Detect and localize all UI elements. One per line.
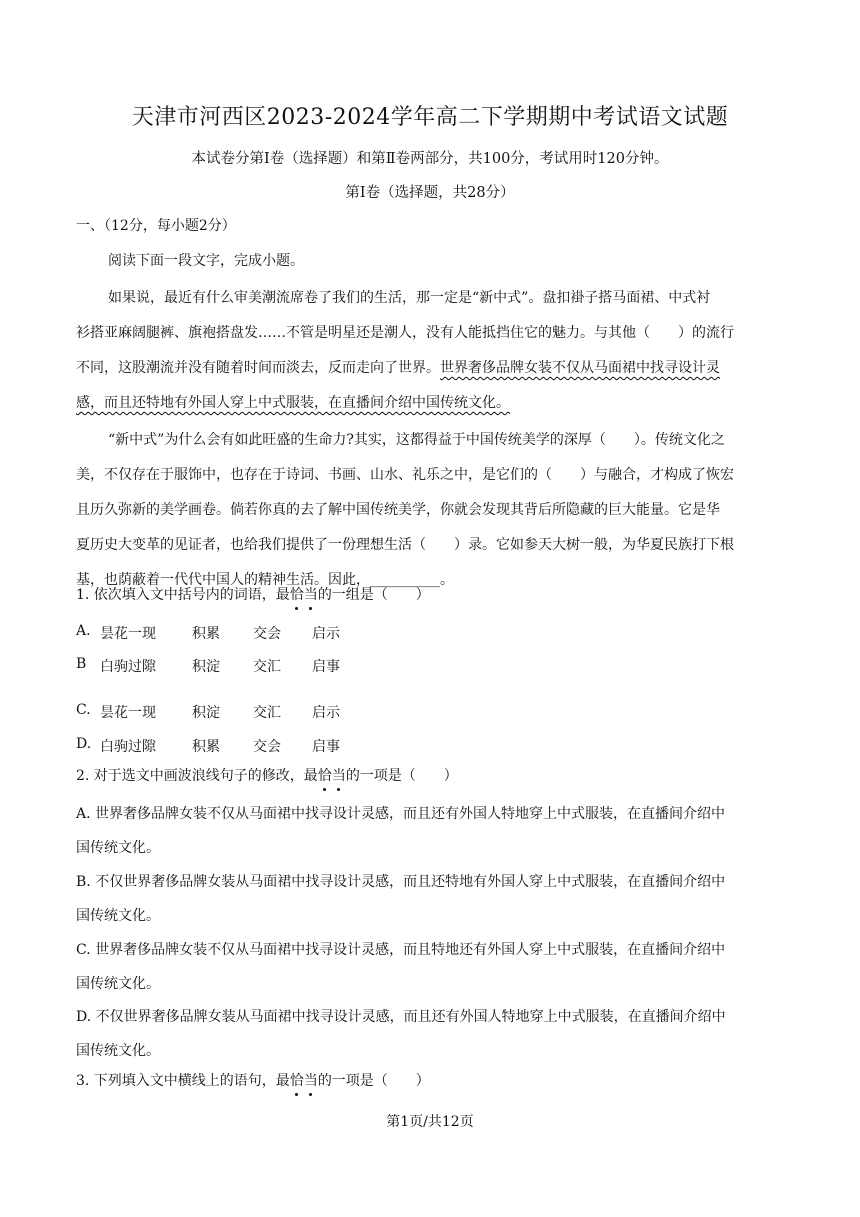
wavy-underlined-sentence: 感，而且还特地有外国人穿上中式服装，在直播间介绍中国传统文化。 (76, 395, 510, 411)
option-label: A. (76, 623, 91, 639)
passage-text: 不同，这股潮流并没有随着时间而淡去，反而走向了世界。 (76, 360, 440, 376)
emphasis-dot-char: 恰 (289, 587, 304, 603)
question-text: 的一项是（ ） (317, 1073, 430, 1089)
question-3-stem (76, 1070, 430, 1090)
option-d-continued: 国传统文化。 (76, 1043, 160, 1059)
question-text: 1. 依次填入文中括号内的词语，最 (76, 587, 290, 603)
exam-title: 天津市河西区2023-2024学年高二下学期期中考试语文试题 (131, 105, 729, 130)
option-b[interactable] (76, 656, 340, 675)
passage-line: 如果说，最近有什么审美潮流席卷了我们的生活，那一定是“新中式”。盘扣褂子搭马面裙、中式衬 (108, 290, 711, 306)
part-heading: 第Ⅰ卷（选择题，共28分） (345, 185, 515, 201)
question-text: 的一组是（ ） (317, 587, 430, 603)
passage-line: 夏历史大变革的见证者，也给我们提供了一份理想生活（ ）录。它如参天大树一般，为华夏民族打下根 (76, 537, 734, 553)
option-d[interactable] (76, 736, 340, 755)
question-2-stem (76, 765, 458, 785)
section-heading: 一、（12分，每小题2分） (76, 218, 236, 234)
emphasis-dot-char: 恰 (317, 768, 332, 784)
page-number: 第1页/共12页 (386, 1114, 474, 1130)
passage-line: 基，也荫蔽着一代代中国人的精神生活。因此，__________。 (76, 572, 454, 588)
option-c[interactable]: C. 世界奢侈品牌女装不仅从马面裙中找寻设计灵感，而且特地还有外国人穿上中式服装，在直播间介绍中 (76, 942, 726, 958)
reading-instruction: 阅读下面一段文字，完成小题。 (108, 253, 304, 269)
option-word: 启事 (312, 659, 340, 675)
option-word: 积淀 (192, 659, 220, 675)
question-text: 3. 下列填入文中横线上的语句，最 (76, 1073, 290, 1089)
emphasis-dot-char: 恰 (289, 1073, 304, 1089)
option-label: C. (76, 702, 91, 718)
option-a[interactable] (76, 623, 340, 642)
option-b[interactable]: B. 不仅世界奢侈品牌女装从马面裙中找寻设计灵感，而且还特地有外国人穿上中式服装，在直播间介绍中 (76, 874, 726, 890)
option-word: 积累 (192, 626, 220, 642)
passage-line (76, 392, 510, 412)
option-word: 昙花一现 (100, 626, 156, 642)
option-word: 交汇 (253, 659, 281, 675)
option-word: 启示 (312, 705, 340, 721)
option-word: 交会 (253, 739, 281, 755)
option-word: 积累 (192, 739, 220, 755)
option-label: D. (76, 736, 92, 752)
passage-line: 且历久弥新的美学画卷。倘若你真的去了解中国传统美学，你就会发现其背后所隐藏的巨大能量。它是华 (76, 502, 720, 518)
option-a[interactable]: A. 世界奢侈品牌女装不仅从马面裙中找寻设计灵感，而且还有外国人特地穿上中式服装，在直播间介绍中 (76, 806, 726, 822)
emphasis-dot-char: 当 (331, 768, 346, 784)
passage-line (76, 357, 720, 377)
wavy-underlined-sentence: 世界奢侈品牌女装不仅从马面裙中找寻设计灵 (440, 360, 720, 376)
option-word: 积淀 (192, 705, 220, 721)
exam-info: 本试卷分第Ⅰ卷（选择题）和第Ⅱ卷两部分，共100分，考试用时120分钟。 (191, 151, 669, 167)
question-text: 的一项是（ ） (345, 768, 458, 784)
option-d[interactable]: D. 不仅世界奢侈品牌女装从马面裙中找寻设计灵感，而且还有外国人特地穿上中式服装，在直播间介绍中 (76, 1009, 726, 1025)
option-b-continued: 国传统文化。 (76, 908, 160, 924)
option-word: 交汇 (253, 705, 281, 721)
option-word: 白驹过隙 (100, 659, 156, 675)
passage-line: 美，不仅存在于服饰中，也存在于诗词、书画、山水、礼乐之中，是它们的（ ）与融合，才构成了恢宏 (76, 467, 734, 483)
option-c[interactable] (76, 702, 340, 721)
emphasis-dot-char: 当 (303, 587, 318, 603)
option-a-continued: 国传统文化。 (76, 840, 160, 856)
question-1-stem (76, 584, 430, 604)
option-label: B (76, 656, 87, 672)
option-word: 启示 (312, 626, 340, 642)
option-word: 昙花一现 (100, 705, 156, 721)
passage-line: “新中式”为什么会有如此旺盛的生命力?其实，这都得益于中国传统美学的深厚（ ）。传统文化之 (108, 432, 725, 448)
option-c-continued: 国传统文化。 (76, 976, 160, 992)
option-word: 交会 (253, 626, 281, 642)
option-word: 启事 (312, 739, 340, 755)
question-text: 2. 对于选文中画波浪线句子的修改，最 (76, 768, 318, 784)
emphasis-dot-char: 当 (303, 1073, 318, 1089)
passage-line: 衫搭亚麻阔腿裤、旗袍搭盘发……不管是明星还是潮人，没有人能抵挡住它的魅力。与其他（ ）的流行 (76, 325, 734, 341)
option-word: 白驹过隙 (100, 739, 156, 755)
